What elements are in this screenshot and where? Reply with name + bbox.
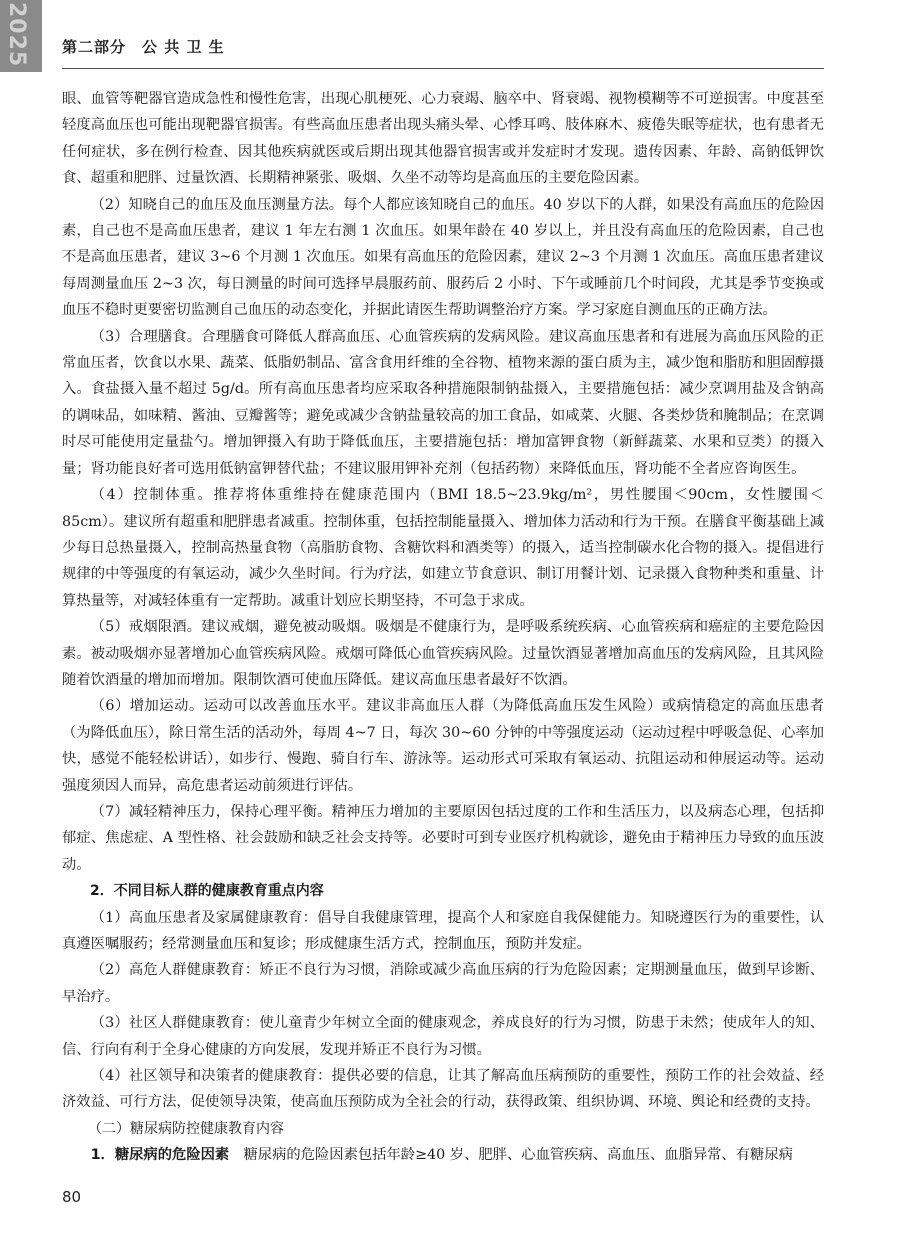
diabetes-risk-lead: 1．糖尿病的危险因素	[90, 1147, 230, 1164]
diabetes-risk-text: 糖尿病的危险因素包括年龄≥40 岁、肥胖、心血管疾病、高血压、血脂异常、有糖尿病	[229, 1147, 793, 1164]
year-tab	[0, 0, 42, 72]
paragraph-blood-pressure-measurement: （2）知晓自己的血压及血压测量方法。每个人都应该知晓自己的血压。40 岁以下的人群，如果没有高血压的危险因素，自己也不是高血压患者，建议 1 年左右测 1 次血压。如果年龄在 40 岁以上，并且没有高血压的危险因素，自己也不是高血压患者，建议 3~6 个月测 1 次血压。如果有高血压的危险因素，建议 2~3 个月测 1 次血压。高血压患者建议每周测量血压 2~3 次，每日测量的时间可选择早晨服药前、服药后 2 小时、下午或睡前几个时间段，尤其是季节变换或血压不稳时更要密切监测自己血压的动态变化，并据此请医生帮助调整治疗方案。学习家庭自测血压的正确方法。	[62, 196, 824, 319]
paragraph-patients-education: （1）高血压患者及家属健康教育：倡导自我健康管理，提高个人和家庭自我保健能力。知晓遵医行为的重要性，认真遵医嘱服药；经常测量血压和复诊；形成健康生活方式，控制血压，预防并发症。	[62, 909, 824, 952]
paragraph-diet: （3）合理膳食。合理膳食可降低人群高血压、心血管疾病的发病风险。建议高血压患者和有进展为高血压风险的正常血压者，饮食以水果、蔬菜、低脂奶制品、富含食用纤维的全谷物、植物来源的蛋白质为主，减少饱和脂肪和胆固醇摄入。食盐摄入量不超过 5g/d。所有高血压患者均应采取各种措施限制钠盐摄入，主要措施包括：减少烹调用盐及含钠高的调味品，如味精、酱油、豆瓣酱等；避免或减少含钠盐量较高的加工食品，如咸菜、火腿、各类炒货和腌制品；在烹调时尽可能使用定量盐勺。增加钾摄入有助于降低血压，主要措施包括：增加富钾食物（新鲜蔬菜、水果和豆类）的摄入量；肾功能良好者可选用低钠富钾替代盐；不建议服用钾补充剂（包括药物）来降低血压，肾功能不全者应咨询医生。	[62, 328, 824, 477]
paragraph-community-education: （3）社区人群健康教育：使儿童青少年树立全面的健康观念，养成良好的行为习惯，防患于未然；使成年人的知、信、行向有利于全身心健康的方向发展，发现并矫正不良行为习惯。	[62, 1015, 824, 1058]
running-header: 第二部分 公 共 卫 生	[62, 38, 225, 56]
heading-target-groups: 2．不同目标人群的健康教育重点内容	[90, 883, 324, 900]
paragraph-leaders-education: （4）社区领导和决策者的健康教育：提供必要的信息，让其了解高血压病预防的重要性，预防工作的社会效益、经济效益、可行方法，促使领导决策，使高血压预防成为全社会的行动，获得政策、组织协调、环境、舆论和经费的支持。	[62, 1068, 824, 1111]
header-rule	[62, 68, 824, 69]
paragraph-continuation: 眼、血管等靶器官造成急性和慢性危害，出现心肌梗死、心力衰竭、脑卒中、肾衰竭、视物模糊等不可逆损害。中度甚至轻度高血压也可能出现靶器官损害。有些高血压患者出现头痛头晕、心悸耳鸣、肢体麻木、疲倦失眠等症状，也有患者无任何症状，多在例行检查、因其他疾病就医或后期出现其他器官损害或并发症时才发现。遗传因素、年龄、高钠低钾饮食、超重和肥胖、过量饮酒、长期精神紧张、吸烟、久坐不动等均是高血压的主要危险因素。	[62, 91, 824, 187]
page-number: 80	[62, 1188, 82, 1206]
paragraph-diabetes-risk	[62, 1142, 824, 1168]
section-heading-diabetes: （二）糖尿病防控健康教育内容	[88, 1120, 284, 1137]
paragraph-stress: （7）减轻精神压力，保持心理平衡。精神压力增加的主要原因包括过度的工作和生活压力，以及病态心理，包括抑郁症、焦虑症、A 型性格、社会鼓励和缺乏社会支持等。必要时可到专业医疗机构就诊，避免由于精神压力导致的血压波动。	[62, 803, 824, 873]
paragraph-high-risk-education: （2）高危人群健康教育：矫正不良行为习惯，消除或减少高血压病的行为危险因素；定期测量血压，做到早诊断、早治疗。	[62, 962, 824, 1005]
paragraph-weight-control: （4）控制体重。推荐将体重维持在健康范围内（BMI 18.5~23.9kg/m²，男性腰围＜90cm，女性腰围＜85cm）。建议所有超重和肥胖患者减重。控制体重，包括控制能量摄入、增加体力活动和行为干预。在膳食平衡基础上减少每日总热量摄入，控制高热量食物（高脂肪食物、含糖饮料和酒类等）的摄入，适当控制碳水化合物的摄入。提倡进行规律的中等强度的有氧运动，减少久坐时间。行为疗法，如建立节食意识、制订用餐计划、记录摄入食物种类和重量、计算热量等，对减轻体重有一定帮助。减重计划应长期坚持，不可急于求成。	[62, 487, 824, 609]
paragraph-exercise: （6）增加运动。运动可以改善血压水平。建议非高血压人群（为降低高血压发生风险）或病情稳定的高血压患者（为降低血压），除日常生活的活动外，每周 4~7 日，每次 30~60 分钟的中等强度运动（运动过程中呼吸急促、心率加快，感觉不能轻松讲话），如步行、慢跑、骑自行车、游泳等。运动形式可采取有氧运动、抗阻运动和伸展运动等。运动强度须因人而异，高危患者运动前须进行评估。	[62, 698, 824, 794]
page-body	[62, 86, 824, 1169]
year-label: 2025	[4, 2, 29, 68]
paragraph-smoking-alcohol: （5）戒烟限酒。建议戒烟，避免被动吸烟。吸烟是不健康行为，是呼吸系统疾病、心血管疾病和癌症的主要危险因素。被动吸烟亦显著增加心血管疾病风险。戒烟可降低心血管疾病风险。过量饮酒显著增加高血压的发病风险，且其风险随着饮酒量的增加而增加。限制饮酒可使血压降低。建议高血压患者最好不饮酒。	[62, 619, 824, 688]
